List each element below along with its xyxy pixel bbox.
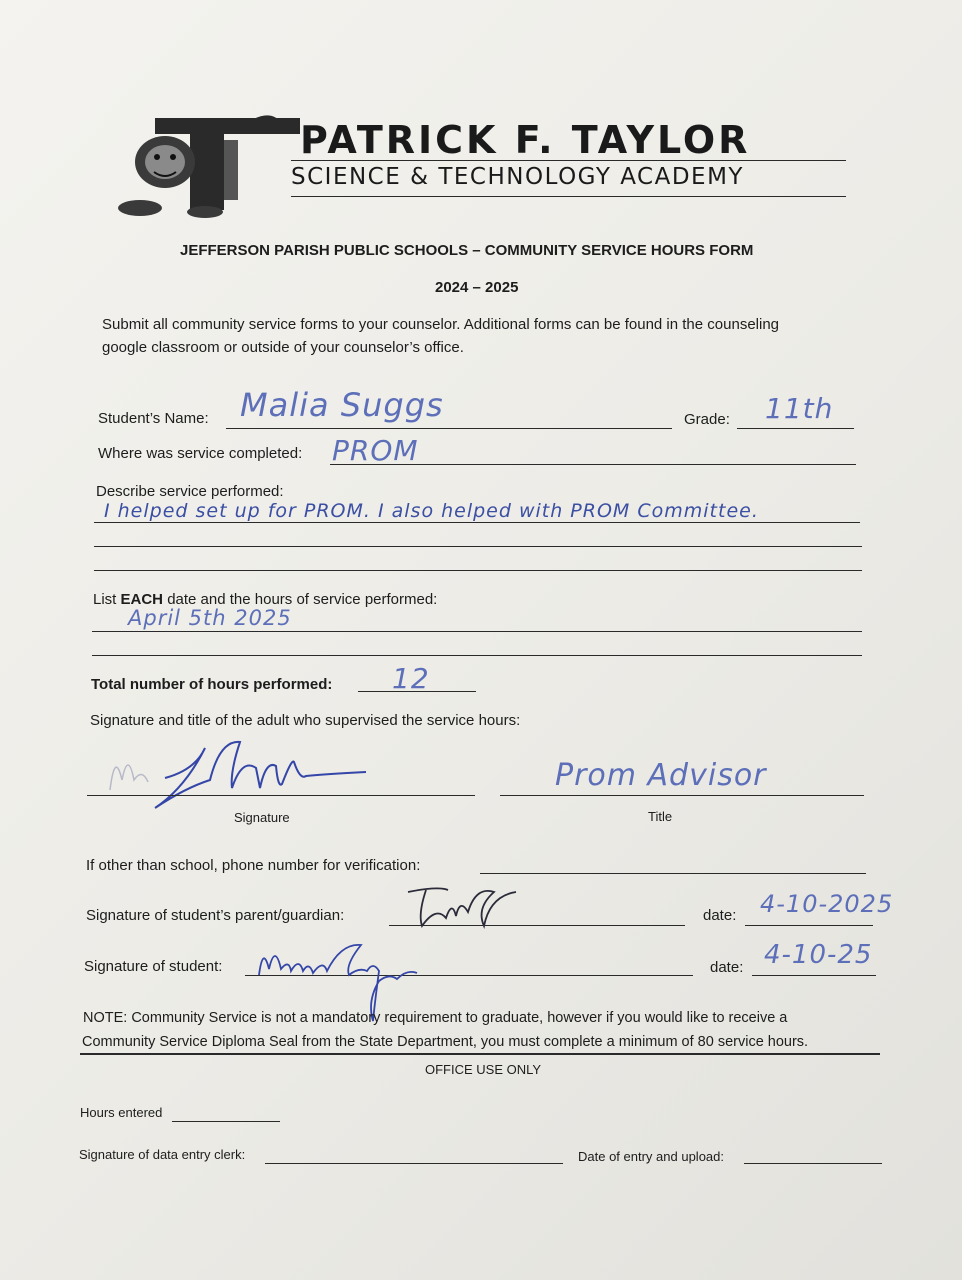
parent-date-value[interactable]: 4-10-2025	[760, 890, 894, 918]
total-hours-label: Total number of hours performed:	[91, 676, 333, 693]
supervisor-title-value[interactable]: Prom Advisor	[555, 758, 767, 793]
note-line-1: NOTE: Community Service is not a mandatory requirement to graduate, however if you would like to receive a	[83, 1010, 788, 1026]
school-subtitle: SCIENCE & TECHNOLOGY ACADEMY	[291, 164, 744, 190]
parent-date-label: date:	[703, 907, 737, 924]
student-name-value[interactable]: Malia Suggs	[240, 386, 444, 424]
office-use-heading: OFFICE USE ONLY	[425, 1062, 542, 1077]
upload-date-label: Date of entry and upload:	[578, 1149, 724, 1164]
student-date-label: date:	[710, 959, 744, 976]
grade-label: Grade:	[684, 411, 730, 428]
grade-value[interactable]: 11th	[765, 392, 834, 425]
title-caption: Title	[648, 809, 673, 824]
student-name-label: Student’s Name:	[98, 410, 209, 427]
dates-label: List EACH date and the hours of service performed:	[93, 591, 438, 608]
note-line-2: Community Service Diploma Seal from the State Department, you must complete a minimum of 80 service hours.	[82, 1034, 809, 1050]
phone-label: If other than school, phone number for verification:	[86, 857, 421, 874]
describe-label: Describe service performed:	[96, 483, 284, 500]
student-date-value[interactable]: 4-10-25	[764, 940, 873, 970]
total-hours-value[interactable]: 12	[392, 662, 430, 695]
supervisor-signature[interactable]	[105, 730, 385, 820]
parent-signature-label: Signature of student’s parent/guardian:	[86, 907, 345, 924]
hours-entered-label: Hours entered	[80, 1105, 163, 1120]
describe-value[interactable]: I helped set up for PROM. I also helped with PROM Committee.	[104, 500, 759, 522]
form-year: 2024 – 2025	[435, 279, 519, 296]
parent-signature[interactable]	[400, 878, 550, 938]
dates-value[interactable]: April 5th 2025	[128, 606, 292, 630]
student-signature-label: Signature of student:	[84, 958, 223, 975]
form-title: JEFFERSON PARISH PUBLIC SCHOOLS – COMMUNITY SERVICE HOURS FORM	[180, 242, 754, 259]
student-signature[interactable]	[255, 935, 475, 1015]
school-name: PATRICK F. TAYLOR	[300, 118, 751, 162]
tiger-mascot-icon	[110, 100, 300, 220]
clerk-signature-label: Signature of data entry clerk:	[79, 1147, 246, 1162]
location-label: Where was service completed:	[98, 445, 303, 462]
instructions-line-2: google classroom or outside of your counselor’s office.	[102, 339, 464, 356]
instructions-line-1: Submit all community service forms to your counselor. Additional forms can be found in the counseling	[102, 316, 780, 333]
supervisor-label: Signature and title of the adult who supervised the service hours:	[90, 712, 521, 729]
location-value[interactable]: PROM	[332, 434, 419, 467]
signature-caption: Signature	[234, 810, 290, 825]
